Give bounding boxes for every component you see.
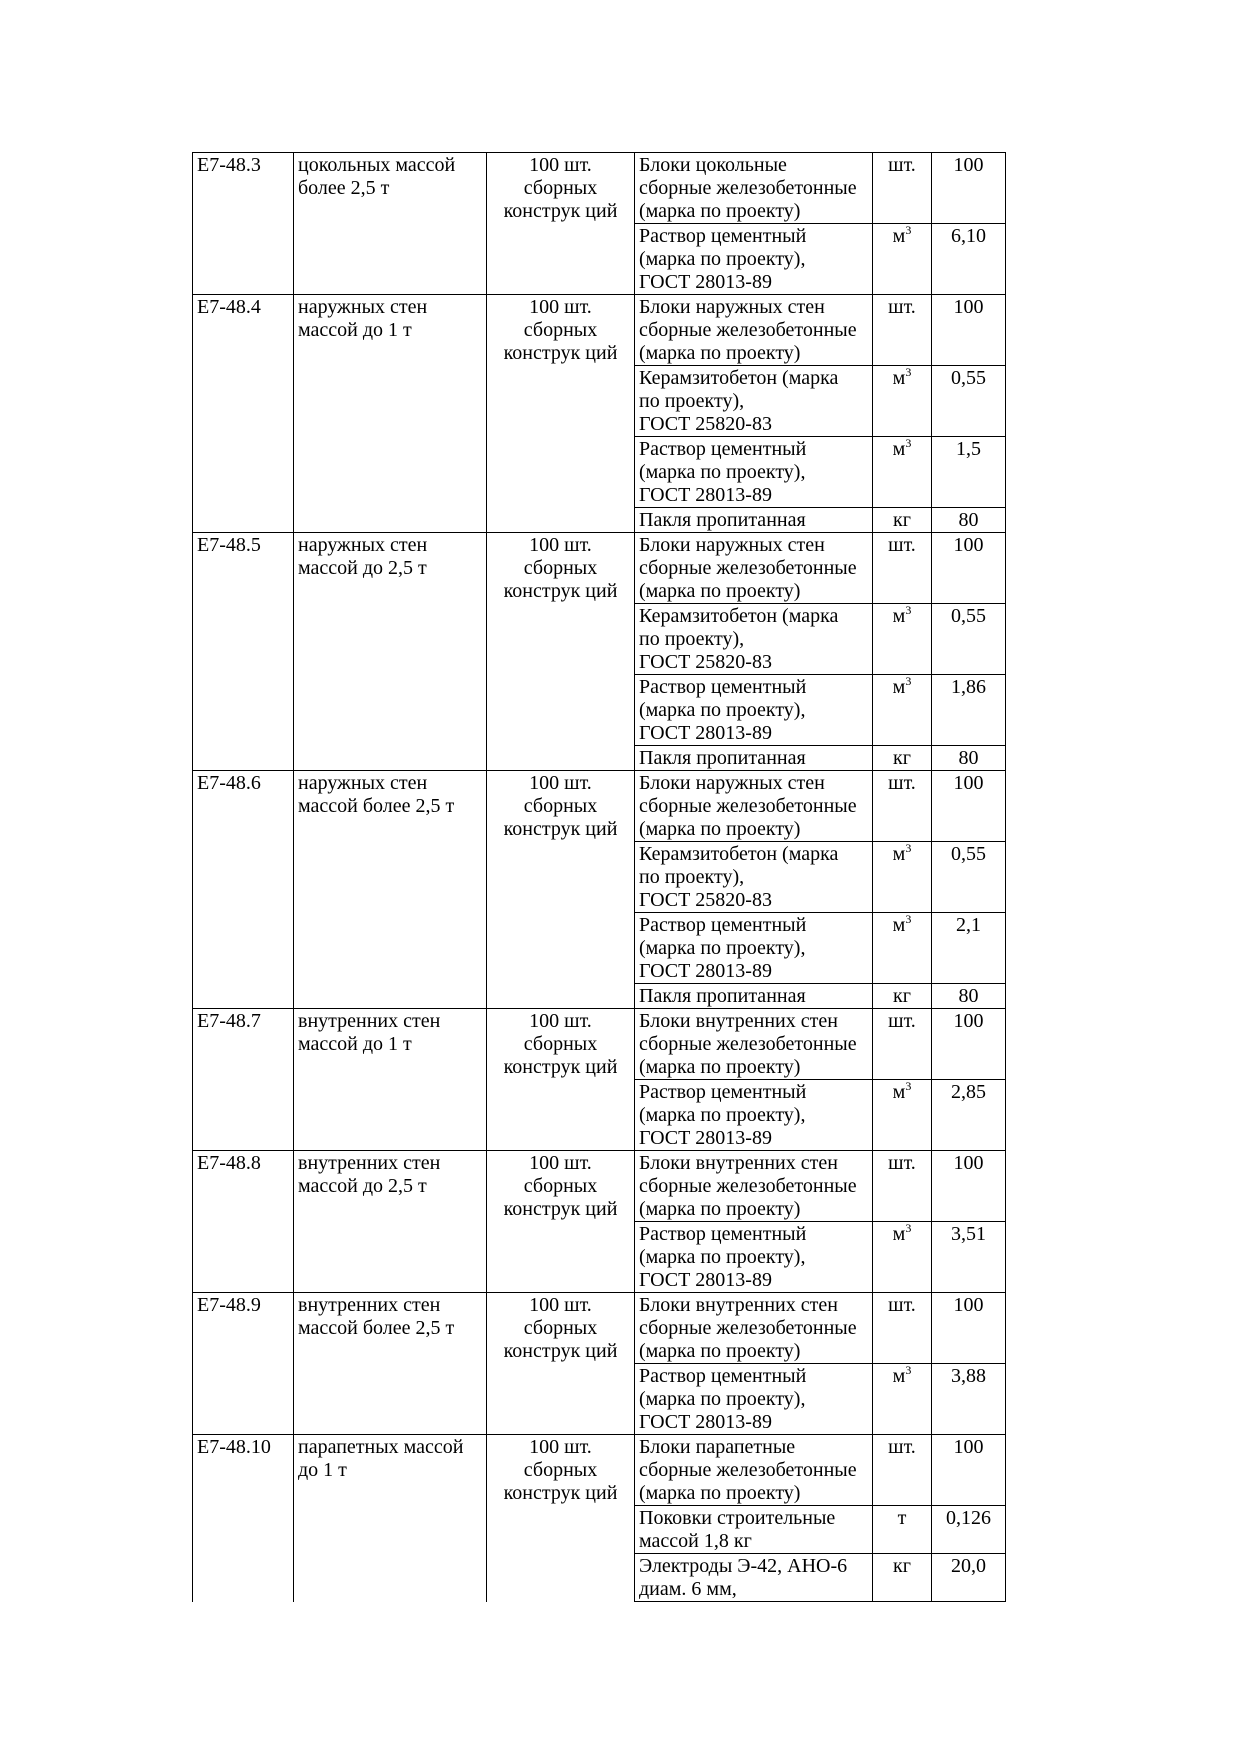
material-name: Блоки внутренних стен сборные железобетонные (марка по проекту) [635, 1151, 873, 1222]
resource-norms-table [192, 152, 1006, 1602]
material-unit: шт. [873, 1435, 932, 1506]
material-name: Пакля пропитанная [635, 984, 873, 1009]
work-name: наружных стен массой до 1 т [294, 295, 487, 533]
measure-unit: 100 шт. сборных конструк ций [487, 295, 635, 533]
material-unit: $м^3$ [873, 1080, 932, 1151]
material-quantity: 100 [932, 1151, 1006, 1222]
material-quantity: 0,55 [932, 604, 1006, 675]
material-unit: $м^3$ [873, 437, 932, 508]
table-row [193, 1293, 1006, 1364]
work-name: наружных стен массой до 2,5 т [294, 533, 487, 771]
material-unit: $м^3$ [873, 366, 932, 437]
material-name: Керамзитобетон (марка по проекту), ГОСТ 25820-83 [635, 842, 873, 913]
work-name: цокольных массой более 2,5 т [294, 153, 487, 295]
material-unit: $м^3$ [873, 913, 932, 984]
material-quantity: 6,10 [932, 224, 1006, 295]
table-row [193, 771, 1006, 842]
table-row [193, 1435, 1006, 1506]
material-quantity: 100 [932, 771, 1006, 842]
material-name: Пакля пропитанная [635, 508, 873, 533]
material-quantity: 100 [932, 533, 1006, 604]
measure-unit: 100 шт. сборных конструк ций [487, 1151, 635, 1293]
measure-unit: 100 шт. сборных конструк ций [487, 533, 635, 771]
work-name: парапетных массой до 1 т [294, 1435, 487, 1602]
material-quantity: 0,126 [932, 1506, 1006, 1554]
norm-code: Е7-48.7 [193, 1009, 294, 1151]
work-name: внутренних стен массой более 2,5 т [294, 1293, 487, 1435]
material-name: Электроды Э-42, АНО-6 диам. 6 мм, [635, 1554, 873, 1602]
work-name: внутренних стен массой до 2,5 т [294, 1151, 487, 1293]
material-quantity: 3,88 [932, 1364, 1006, 1435]
material-quantity: 80 [932, 508, 1006, 533]
material-unit: шт. [873, 771, 932, 842]
material-quantity: 80 [932, 746, 1006, 771]
material-name: Блоки наружных стен сборные железобетонные (марка по проекту) [635, 771, 873, 842]
material-quantity: 0,55 [932, 842, 1006, 913]
material-quantity: 1,86 [932, 675, 1006, 746]
measure-unit: 100 шт. сборных конструк ций [487, 1293, 635, 1435]
work-name: внутренних стен массой до 1 т [294, 1009, 487, 1151]
material-name: Пакля пропитанная [635, 746, 873, 771]
material-quantity: 100 [932, 153, 1006, 224]
material-quantity: 100 [932, 295, 1006, 366]
material-name: Керамзитобетон (марка по проекту), ГОСТ 25820-83 [635, 366, 873, 437]
material-name: Блоки парапетные сборные железобетонные (марка по проекту) [635, 1435, 873, 1506]
material-unit: шт. [873, 1151, 932, 1222]
material-unit: $м^3$ [873, 604, 932, 675]
table-row [193, 295, 1006, 366]
norm-code: Е7-48.5 [193, 533, 294, 771]
material-quantity: 2,85 [932, 1080, 1006, 1151]
material-name: Керамзитобетон (марка по проекту), ГОСТ 25820-83 [635, 604, 873, 675]
material-unit: шт. [873, 533, 932, 604]
material-unit: $м^3$ [873, 675, 932, 746]
material-name: Раствор цементный (марка по проекту), ГОСТ 28013-89 [635, 1364, 873, 1435]
material-unit: кг [873, 1554, 932, 1602]
norm-code: Е7-48.3 [193, 153, 294, 295]
material-unit: $м^3$ [873, 842, 932, 913]
material-name: Блоки внутренних стен сборные железобетонные (марка по проекту) [635, 1009, 873, 1080]
norm-code: Е7-48.8 [193, 1151, 294, 1293]
material-quantity: 0,55 [932, 366, 1006, 437]
material-unit: кг [873, 746, 932, 771]
norm-code: Е7-48.9 [193, 1293, 294, 1435]
work-name: наружных стен массой более 2,5 т [294, 771, 487, 1009]
material-unit: шт. [873, 1009, 932, 1080]
table-row [193, 1009, 1006, 1080]
table-row [193, 533, 1006, 604]
material-unit: $м^3$ [873, 1222, 932, 1293]
measure-unit: 100 шт. сборных конструк ций [487, 153, 635, 295]
material-unit: шт. [873, 153, 932, 224]
material-quantity: 1,5 [932, 437, 1006, 508]
material-name: Раствор цементный (марка по проекту), ГОСТ 28013-89 [635, 1080, 873, 1151]
norm-code: Е7-48.4 [193, 295, 294, 533]
material-name: Блоки цокольные сборные железобетонные (марка по проекту) [635, 153, 873, 224]
material-unit: кг [873, 508, 932, 533]
material-unit: т [873, 1506, 932, 1554]
material-name: Блоки наружных стен сборные железобетонные (марка по проекту) [635, 295, 873, 366]
material-name: Блоки внутренних стен сборные железобетонные (марка по проекту) [635, 1293, 873, 1364]
material-name: Раствор цементный (марка по проекту), ГОСТ 28013-89 [635, 437, 873, 508]
table-row [193, 1151, 1006, 1222]
material-unit: $м^3$ [873, 224, 932, 295]
table-row [193, 153, 1006, 224]
norm-code: Е7-48.10 [193, 1435, 294, 1602]
material-name: Раствор цементный (марка по проекту), ГОСТ 28013-89 [635, 913, 873, 984]
material-name: Блоки наружных стен сборные железобетонные (марка по проекту) [635, 533, 873, 604]
material-quantity: 100 [932, 1009, 1006, 1080]
measure-unit: 100 шт. сборных конструк ций [487, 771, 635, 1009]
measure-unit: 100 шт. сборных конструк ций [487, 1435, 635, 1602]
material-name: Раствор цементный (марка по проекту), ГОСТ 28013-89 [635, 1222, 873, 1293]
material-quantity: 3,51 [932, 1222, 1006, 1293]
material-quantity: 80 [932, 984, 1006, 1009]
measure-unit: 100 шт. сборных конструк ций [487, 1009, 635, 1151]
material-name: Раствор цементный (марка по проекту), ГОСТ 28013-89 [635, 675, 873, 746]
material-quantity: 2,1 [932, 913, 1006, 984]
material-unit: шт. [873, 1293, 932, 1364]
material-name: Поковки строительные массой 1,8 кг [635, 1506, 873, 1554]
material-unit: шт. [873, 295, 932, 366]
material-quantity: 100 [932, 1435, 1006, 1506]
material-name: Раствор цементный (марка по проекту), ГОСТ 28013-89 [635, 224, 873, 295]
material-quantity: 20,0 [932, 1554, 1006, 1602]
material-unit: $м^3$ [873, 1364, 932, 1435]
material-unit: кг [873, 984, 932, 1009]
material-quantity: 100 [932, 1293, 1006, 1364]
norm-code: Е7-48.6 [193, 771, 294, 1009]
